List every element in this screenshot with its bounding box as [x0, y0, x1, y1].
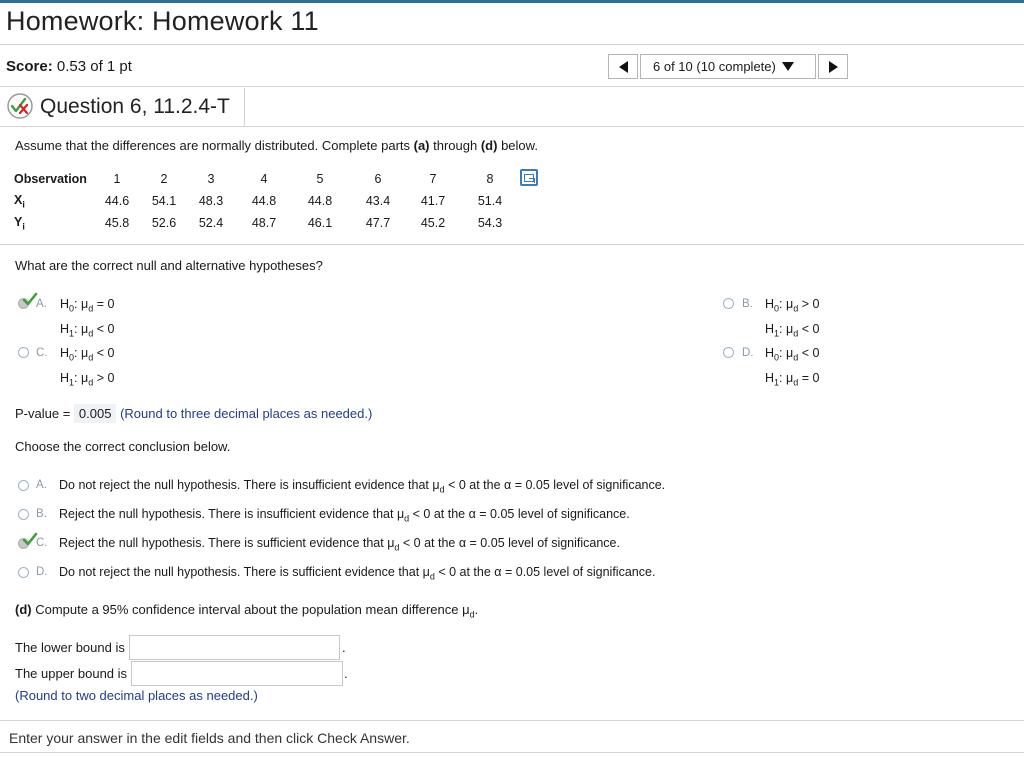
- divider: [0, 86, 1024, 87]
- option-letter: A.: [36, 479, 47, 491]
- copy-table-icon[interactable]: [520, 169, 538, 186]
- conclusion-option-b: Reject the null hypothesis. There is insufficient evidence that $\mu_d < 0$ at the α = 0.05 level of significance.: [59, 507, 630, 524]
- table-cell: 44.6: [104, 194, 130, 208]
- hypothesis-option-c: $H_0$: $\mu_d < 0$ $H_1$: $\mu_d > 0$: [60, 346, 115, 387]
- instructions: [15, 138, 538, 153]
- top-accent-line: [0, 0, 1024, 3]
- table-cell: 45.2: [420, 216, 446, 230]
- hypothesis-option-b-radio[interactable]: [723, 298, 734, 309]
- table-cell: 1: [113, 172, 121, 186]
- instructions-text: through: [429, 138, 481, 153]
- table-cell: 52.4: [198, 216, 224, 230]
- score-value: 0.53 of 1 pt: [56, 58, 132, 75]
- part-d-end: .: [474, 602, 479, 617]
- lower-bound-period: .: [342, 640, 346, 655]
- previous-question-button[interactable]: [608, 54, 638, 79]
- x-row-label: [14, 190, 102, 212]
- question-select-value: 6 of 10 (10 complete): [653, 59, 776, 74]
- instructions-part-a: (a): [413, 138, 430, 153]
- conclusion-option-a-radio[interactable]: [18, 480, 29, 491]
- lower-bound-label: The lower bound is: [15, 640, 125, 655]
- pvalue-round-note: (Round to three decimal places as needed.): [120, 406, 373, 421]
- table-cell: 44.8: [307, 194, 333, 208]
- observation-header: Observation: [14, 172, 87, 186]
- lower-bound-input[interactable]: [129, 635, 340, 660]
- option-letter: C.: [36, 347, 48, 359]
- x-subscript: i: [22, 199, 25, 210]
- upper-bound-input[interactable]: [131, 661, 343, 686]
- divider: [0, 126, 1024, 127]
- conclusion-prompt: Choose the correct conclusion below.: [15, 439, 231, 454]
- hypothesis-option-d: $H_0$: $\mu_d < 0$ $H_1$: $\mu_d = 0$: [765, 346, 820, 387]
- data-table: [14, 168, 532, 234]
- option-letter: B.: [742, 298, 753, 310]
- option-letter: B.: [36, 508, 47, 520]
- divider: [0, 752, 1024, 753]
- chevron-down-icon: [782, 62, 794, 71]
- conclusion-option-d: Do not reject the null hypothesis. There is sufficient evidence that $\mu_d < 0$ at the α = 0.05 level of significance.: [59, 565, 656, 582]
- table-cell: 4: [260, 172, 268, 186]
- question-title: Question 6, 11.2.4-T: [40, 95, 230, 118]
- option-letter: D.: [742, 347, 754, 359]
- pvalue-answer: 0.005: [74, 404, 117, 423]
- table-cell: 3: [207, 172, 215, 186]
- table-cell: 8: [486, 172, 494, 186]
- table-cell: 47.7: [365, 216, 391, 230]
- footer-instructions: Enter your answer in the edit fields and then click Check Answer.: [9, 730, 410, 746]
- table-cell: 48.7: [251, 216, 277, 230]
- instructions-text: below.: [497, 138, 538, 153]
- table-cell: 45.8: [104, 216, 130, 230]
- mu-subscript: d: [469, 609, 475, 620]
- table-cell: 51.4: [477, 194, 503, 208]
- y-row-label: [14, 212, 102, 234]
- table-row: [14, 212, 532, 234]
- y-label: Y: [14, 214, 23, 229]
- hypothesis-option-c-radio[interactable]: [18, 347, 29, 358]
- instructions-text: Assume that the differences are normally distributed. Complete parts: [15, 138, 414, 153]
- option-letter: A.: [36, 298, 47, 310]
- y-subscript: i: [22, 221, 25, 232]
- hypothesis-option-b: $H_0$: $\mu_d > 0$ $H_1$: $\mu_d < 0$: [765, 297, 820, 338]
- table-row: [14, 168, 532, 190]
- table-cell: 43.4: [365, 194, 391, 208]
- table-cell: 48.3: [198, 194, 224, 208]
- table-cell: 2: [160, 172, 168, 186]
- table-cell: 5: [316, 172, 324, 186]
- part-d-prompt: [15, 602, 478, 620]
- score-display: [6, 58, 132, 75]
- option-letter: C.: [36, 537, 48, 549]
- hypothesis-option-a: $H_0$: $\mu_d = 0$ $H_1$: $\mu_d < 0$: [60, 297, 115, 338]
- hypothesis-option-d-radio[interactable]: [723, 347, 734, 358]
- pvalue-label: P-value =: [15, 406, 71, 421]
- next-question-button[interactable]: [818, 54, 848, 79]
- table-cell: 52.6: [151, 216, 177, 230]
- hypotheses-prompt: What are the correct null and alternative hypotheses?: [15, 258, 323, 273]
- divider: [0, 244, 1024, 245]
- upper-bound-label: The upper bound is: [15, 666, 128, 681]
- conclusion-option-a: Do not reject the null hypothesis. There is insufficient evidence that $\mu_d < 0$ at the α = 0.05 level of significance.: [59, 478, 666, 495]
- part-d-label: (d): [15, 602, 32, 617]
- pvalue-row: [15, 404, 372, 423]
- divider: [244, 88, 245, 126]
- table-row: [14, 190, 532, 212]
- table-cell: 41.7: [420, 194, 446, 208]
- conclusion-option-c: Reject the null hypothesis. There is sufficient evidence that $\mu_d < 0$ at the α = 0.05 level of significance.: [59, 536, 620, 553]
- arrow-left-icon: [619, 61, 628, 73]
- conclusion-option-b-radio[interactable]: [18, 509, 29, 520]
- bound-round-note: (Round to two decimal places as needed.): [15, 688, 258, 703]
- upper-bound-period: .: [344, 666, 348, 681]
- table-cell: 54.3: [477, 216, 503, 230]
- question-select-dropdown[interactable]: [640, 54, 816, 79]
- homework-title: Homework: Homework 11: [6, 6, 319, 36]
- partial-credit-icon: [6, 93, 34, 119]
- divider: [0, 720, 1024, 721]
- table-cell: 44.8: [251, 194, 277, 208]
- mu-symbol: μ: [462, 602, 470, 617]
- instructions-part-d: (d): [480, 138, 498, 153]
- option-letter: D.: [36, 566, 48, 578]
- table-cell: 54.1: [151, 194, 177, 208]
- table-cell: 7: [429, 172, 437, 186]
- arrow-right-icon: [829, 61, 838, 73]
- table-cell: 6: [374, 172, 382, 186]
- x-label: X: [14, 192, 23, 207]
- conclusion-option-d-radio[interactable]: [18, 567, 29, 578]
- score-label: Score:: [6, 58, 53, 75]
- part-d-text: Compute a 95% confidence interval about the population mean difference: [31, 602, 463, 617]
- divider: [0, 44, 1024, 45]
- table-cell: 46.1: [307, 216, 333, 230]
